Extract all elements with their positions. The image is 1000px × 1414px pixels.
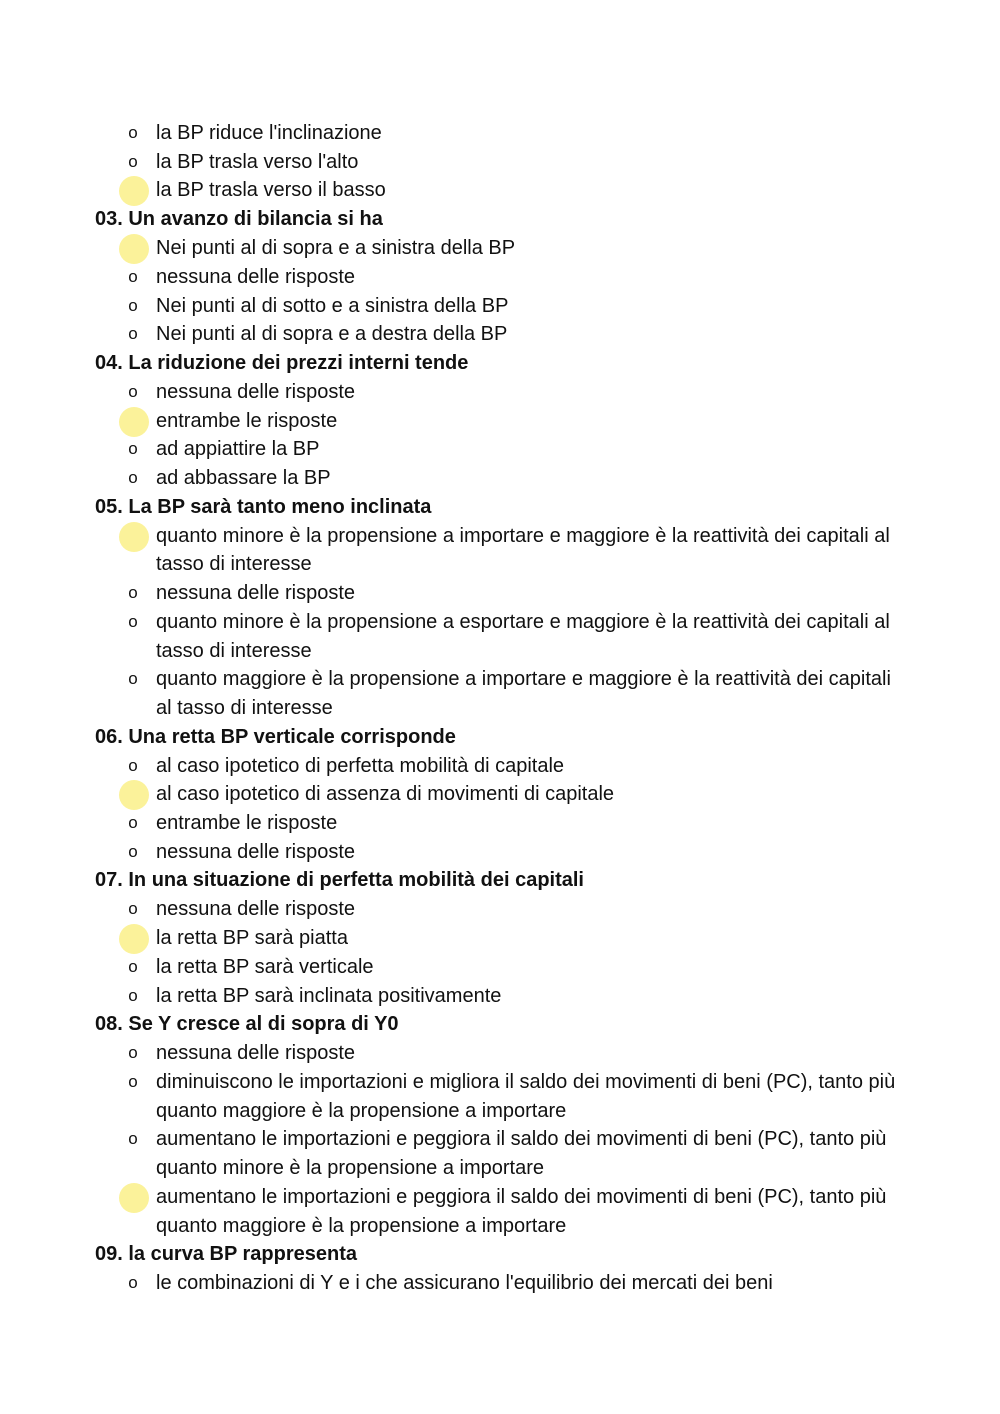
bullet-icon: o — [128, 899, 138, 919]
question-block — [0, 205, 1000, 349]
highlight-marker-icon — [119, 176, 149, 206]
question-block — [0, 723, 1000, 867]
answer-option-text: nessuna delle risposte — [156, 1042, 356, 1065]
bullet-icon: o — [128, 841, 138, 861]
question-block — [0, 866, 1000, 1010]
question-title: 05. La BP sarà tanto meno inclinata — [95, 495, 432, 518]
quiz-document — [0, 119, 1000, 1298]
answer-option-text: la BP riduce l'inclinazione — [156, 122, 382, 144]
answer-option-selected[interactable] — [156, 407, 896, 436]
question-title: 09. la curva BP rappresenta — [95, 1243, 357, 1266]
bullet-icon: o — [128, 583, 138, 603]
question-block — [0, 493, 1000, 723]
answer-option-text: ad appiattire la BP — [156, 438, 320, 461]
bullet-icon: o — [128, 1129, 138, 1149]
bullet-icon: o — [128, 439, 138, 459]
answer-option-text: aumentano le importazioni e peggiora il saldo dei movimenti di beni (PC), tanto più quanto minore è la propensione a importare — [156, 1128, 887, 1180]
answer-option-text: Nei punti al di sopra e a sinistra della BP — [156, 237, 516, 260]
bullet-icon: o — [128, 813, 138, 833]
answer-option-text: la retta BP sarà piatta — [156, 927, 348, 950]
answer-option-text: la BP trasla verso il basso — [156, 179, 386, 202]
answer-option[interactable] — [128, 752, 896, 781]
answer-option[interactable] — [128, 608, 896, 665]
question-title: 08. Se Y cresce al di sopra di Y0 — [95, 1013, 399, 1036]
bullet-icon: o — [128, 266, 138, 286]
answer-option-text: aumentano le importazioni e peggiora il saldo dei movimenti di beni (PC), tanto più quanto maggiore è la propensione a importare — [156, 1185, 887, 1237]
answer-option[interactable] — [128, 895, 896, 924]
highlight-marker-icon — [119, 522, 149, 552]
answer-option-text: la BP trasla verso l'alto — [156, 150, 359, 173]
answer-option-text: Nei punti al di sopra e a destra della BP — [156, 323, 508, 346]
answer-option-text: la retta BP sarà inclinata positivamente — [156, 984, 502, 1007]
answer-option[interactable] — [128, 579, 896, 608]
question-title: 04. La riduzione dei prezzi interni tende — [95, 351, 469, 374]
answer-option[interactable] — [128, 119, 896, 148]
question-title: 07. In una situazione di perfetta mobilità dei capitali — [95, 869, 584, 892]
highlight-marker-icon — [119, 780, 149, 810]
bullet-icon: o — [128, 611, 138, 631]
bullet-icon: o — [128, 123, 138, 142]
answer-option-text: la retta BP sarà verticale — [156, 955, 374, 978]
answer-option-text: ad abbassare la BP — [156, 467, 331, 490]
answer-option-text: diminuiscono le importazioni e migliora il saldo dei movimenti di beni (PC), tanto più quanto maggiore è la propensione a importare — [156, 1070, 896, 1122]
answer-option-text: entrambe le risposte — [156, 812, 338, 835]
answer-option-selected[interactable] — [156, 234, 896, 263]
answer-option-text: nessuna delle risposte — [156, 265, 356, 288]
answer-option[interactable] — [128, 378, 896, 407]
bullet-icon: o — [128, 1071, 138, 1091]
question-block — [0, 1240, 1000, 1298]
answer-option[interactable] — [128, 838, 896, 867]
highlight-marker-icon — [119, 1183, 149, 1213]
answer-option[interactable] — [128, 148, 896, 177]
answer-option-selected[interactable] — [156, 522, 896, 579]
answer-option-text: al caso ipotetico di assenza di movimenti di capitale — [156, 783, 615, 806]
bullet-icon: o — [128, 1043, 138, 1063]
bullet-icon: o — [128, 755, 138, 775]
answer-option[interactable] — [128, 464, 896, 493]
highlight-marker-icon — [119, 234, 149, 264]
bullet-icon: o — [128, 985, 138, 1005]
answer-option-text: al caso ipotetico di perfetta mobilità di capitale — [156, 754, 565, 777]
bullet-icon: o — [128, 381, 138, 401]
answer-option[interactable] — [128, 665, 896, 722]
bullet-icon: o — [128, 295, 138, 315]
answer-option[interactable] — [128, 1269, 896, 1298]
answer-option-selected[interactable] — [156, 924, 896, 953]
question-block — [0, 1010, 1000, 1240]
bullet-icon: o — [128, 468, 138, 488]
answer-option-text: le combinazioni di Y e i che assicurano l'equilibrio dei mercati dei beni — [156, 1272, 773, 1295]
answer-option-text: entrambe le risposte — [156, 409, 338, 432]
answer-option-text: nessuna delle risposte — [156, 380, 356, 403]
answer-option-selected[interactable] — [156, 176, 896, 205]
highlight-marker-icon — [119, 924, 149, 954]
answer-option-text: quanto minore è la propensione a importare e maggiore è la reattività dei capitali al tasso di interesse — [156, 524, 890, 576]
answer-option[interactable] — [128, 953, 896, 982]
highlight-marker-icon — [119, 407, 149, 437]
answer-option-text: quanto maggiore è la propensione a importare e maggiore è la reattività dei capitali al tasso di interesse — [156, 668, 891, 719]
answer-option[interactable] — [128, 292, 896, 321]
bullet-icon: o — [128, 1273, 138, 1293]
answer-option-selected[interactable] — [156, 780, 896, 809]
answer-option[interactable] — [128, 263, 896, 292]
question-title: 06. Una retta BP verticale corrisponde — [95, 725, 456, 748]
answer-option-text: nessuna delle risposte — [156, 898, 356, 921]
bullet-icon: o — [128, 669, 138, 689]
answer-option-text: nessuna delle risposte — [156, 582, 356, 605]
answer-option[interactable] — [128, 435, 896, 464]
answer-option[interactable] — [128, 1068, 896, 1125]
question-block — [0, 119, 1000, 205]
answer-option-selected[interactable] — [156, 1183, 896, 1240]
answer-option-text: quanto minore è la propensione a esportare e maggiore è la reattività dei capitali al tasso di interesse — [156, 610, 890, 662]
answer-option-text: nessuna delle risposte — [156, 840, 356, 863]
question-title: 03. Un avanzo di bilancia si ha — [95, 208, 383, 231]
answer-option[interactable] — [128, 1125, 896, 1182]
answer-option[interactable] — [128, 320, 896, 349]
answer-option[interactable] — [128, 982, 896, 1011]
bullet-icon: o — [128, 956, 138, 976]
question-block — [0, 349, 1000, 493]
bullet-icon: o — [128, 151, 138, 171]
answer-option-text: Nei punti al di sotto e a sinistra della BP — [156, 294, 509, 317]
answer-option[interactable] — [128, 809, 896, 838]
answer-option[interactable] — [128, 1039, 896, 1068]
bullet-icon: o — [128, 324, 138, 344]
